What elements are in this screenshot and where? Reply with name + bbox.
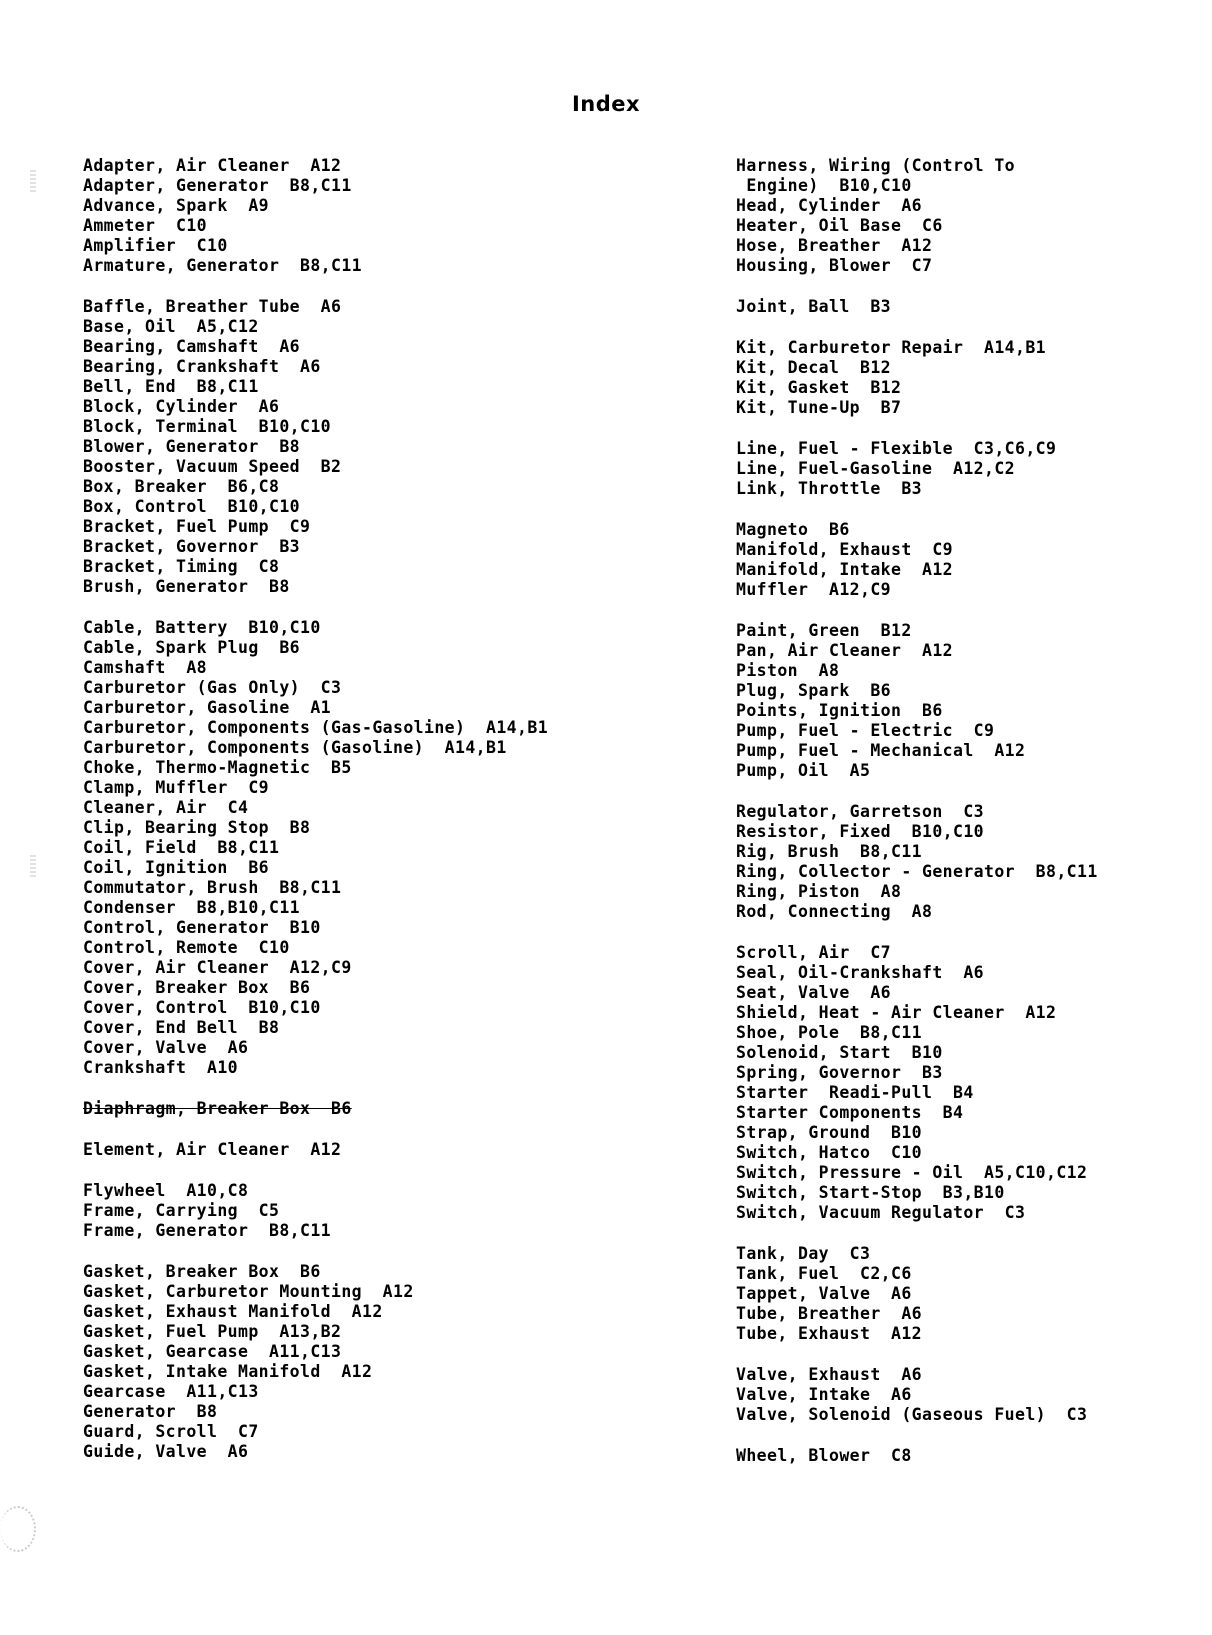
index-entry: Clamp, Muffler C9 [83, 778, 270, 797]
index-entry: Starter Readi-Pull B4 [736, 1083, 974, 1102]
index-entry: Flywheel A10,C8 [83, 1181, 249, 1200]
index-entry: Manifold, Intake A12 [736, 560, 954, 579]
index-entry: Valve, Intake A6 [736, 1385, 912, 1404]
index-entry: Gasket, Gearcase A11,C13 [83, 1342, 342, 1361]
page-title: Index [571, 92, 641, 116]
index-group [736, 1365, 1098, 1425]
index-entry: Seat, Valve A6 [736, 983, 892, 1002]
index-entry: Switch, Vacuum Regulator C3 [736, 1203, 1026, 1222]
index-entry: Bearing, Camshaft A6 [83, 337, 301, 356]
index-group [736, 1446, 1098, 1466]
index-entry: Line, Fuel - Flexible C3,C6,C9 [736, 439, 1057, 458]
index-entry: Regulator, Garretson C3 [736, 802, 985, 821]
index-entry: Bracket, Fuel Pump C9 [83, 517, 311, 536]
index-entry: Kit, Tune-Up B7 [736, 398, 902, 417]
index-entry: Kit, Decal B12 [736, 358, 892, 377]
index-entry: Heater, Oil Base C6 [736, 216, 943, 235]
index-group [736, 338, 1098, 418]
index-entry: Strap, Ground B10 [736, 1123, 923, 1142]
index-entry: Camshaft A8 [83, 658, 208, 677]
index-entry: Generator B8 [83, 1402, 218, 1421]
index-entry: Gasket, Carburetor Mounting A12 [83, 1282, 414, 1301]
index-entry: Rig, Brush B8,C11 [736, 842, 923, 861]
index-entry: Armature, Generator B8,C11 [83, 256, 363, 275]
index-entry: Element, Air Cleaner A12 [83, 1140, 342, 1159]
index-entry: Switch, Hatco C10 [736, 1143, 923, 1162]
index-entry: Condenser B8,B10,C11 [83, 898, 301, 917]
index-entry: Hose, Breather A12 [736, 236, 933, 255]
index-entry: Pump, Oil A5 [736, 761, 871, 780]
index-group [83, 1140, 548, 1160]
index-entry: Cable, Spark Plug B6 [83, 638, 301, 657]
index-entry: Ring, Collector - Generator B8,C11 [736, 862, 1098, 881]
index-entry: Gasket, Intake Manifold A12 [83, 1362, 373, 1381]
index-entry: Diaphragm, Breaker Box B6 [83, 1099, 352, 1118]
index-entry: Brush, Generator B8 [83, 577, 290, 596]
index-entry: Control, Generator B10 [83, 918, 321, 937]
index-entry: Plug, Spark B6 [736, 681, 892, 700]
index-entry: Joint, Ball B3 [736, 297, 892, 316]
index-entry: Gasket, Fuel Pump A13,B2 [83, 1322, 342, 1341]
index-entry: Cover, Control B10,C10 [83, 998, 321, 1017]
index-entry: Frame, Carrying C5 [83, 1201, 280, 1220]
index-group [83, 1181, 548, 1241]
index-entry: Valve, Exhaust A6 [736, 1365, 923, 1384]
index-entry: Head, Cylinder A6 [736, 196, 923, 215]
index-entry: Choke, Thermo-Magnetic B5 [83, 758, 352, 777]
index-entry: Box, Breaker B6,C8 [83, 477, 280, 496]
index-entry: Switch, Pressure - Oil A5,C10,C12 [736, 1163, 1088, 1182]
index-group [736, 156, 1098, 276]
index-entry: Manifold, Exhaust C9 [736, 540, 954, 559]
index-entry: Pan, Air Cleaner A12 [736, 641, 954, 660]
index-entry: Valve, Solenoid (Gaseous Fuel) C3 [736, 1405, 1088, 1424]
index-entry: Cleaner, Air C4 [83, 798, 249, 817]
index-entry: Block, Terminal B10,C10 [83, 417, 332, 436]
index-entry: Base, Oil A5,C12 [83, 317, 259, 336]
index-group [736, 621, 1098, 781]
index-entry: Kit, Gasket B12 [736, 378, 902, 397]
index-entry: Carburetor, Gasoline A1 [83, 698, 332, 717]
index-entry: Shield, Heat - Air Cleaner A12 [736, 1003, 1057, 1022]
index-entry: Coil, Field B8,C11 [83, 838, 280, 857]
index-entry: Guard, Scroll C7 [83, 1422, 259, 1441]
index-entry: Advance, Spark A9 [83, 196, 270, 215]
index-entry: Muffler A12,C9 [736, 580, 892, 599]
index-entry: Kit, Carburetor Repair A14,B1 [736, 338, 1047, 357]
index-entry: Tappet, Valve A6 [736, 1284, 912, 1303]
index-entry: Paint, Green B12 [736, 621, 912, 640]
index-group [83, 618, 548, 1078]
index-entry: Booster, Vacuum Speed B2 [83, 457, 342, 476]
index-entry: Guide, Valve A6 [83, 1442, 249, 1461]
index-entry: Tube, Exhaust A12 [736, 1324, 923, 1343]
index-entry: Gasket, Exhaust Manifold A12 [83, 1302, 383, 1321]
index-group [83, 1262, 548, 1462]
index-entry: Housing, Blower C7 [736, 256, 933, 275]
index-group [83, 297, 548, 597]
index-entry: Adapter, Air Cleaner A12 [83, 156, 342, 175]
index-group [736, 943, 1098, 1223]
index-group [736, 1244, 1098, 1344]
index-entry: Starter Components B4 [736, 1103, 964, 1122]
index-entry: Bracket, Governor B3 [83, 537, 301, 556]
index-entry: Gasket, Breaker Box B6 [83, 1262, 321, 1281]
index-entry: Line, Fuel-Gasoline A12,C2 [736, 459, 1016, 478]
index-entry: Crankshaft A10 [83, 1058, 239, 1077]
index-entry: Switch, Start-Stop B3,B10 [736, 1183, 1005, 1202]
index-entry: Scroll, Air C7 [736, 943, 892, 962]
index-entry: Engine) B10,C10 [736, 176, 912, 195]
index-entry: Gearcase A11,C13 [83, 1382, 259, 1401]
index-group [736, 439, 1098, 499]
index-entry: Bracket, Timing C8 [83, 557, 280, 576]
index-entry: Adapter, Generator B8,C11 [83, 176, 352, 195]
index-entry: Tank, Fuel C2,C6 [736, 1264, 912, 1283]
index-entry: Control, Remote C10 [83, 938, 290, 957]
index-entry: Cover, Breaker Box B6 [83, 978, 311, 997]
index-entry: Piston A8 [736, 661, 840, 680]
index-entry: Ring, Piston A8 [736, 882, 902, 901]
index-entry: Clip, Bearing Stop B8 [83, 818, 311, 837]
index-entry: Commutator, Brush B8,C11 [83, 878, 342, 897]
index-entry: Tank, Day C3 [736, 1244, 871, 1263]
index-entry: Ammeter C10 [83, 216, 208, 235]
index-entry: Pump, Fuel - Electric C9 [736, 721, 995, 740]
index-entry: Resistor, Fixed B10,C10 [736, 822, 985, 841]
index-entry: Shoe, Pole B8,C11 [736, 1023, 923, 1042]
index-group [736, 297, 1098, 317]
index-entry: Magneto B6 [736, 520, 850, 539]
index-entry: Harness, Wiring (Control To [736, 156, 1016, 175]
index-group [736, 802, 1098, 922]
index-entry: Rod, Connecting A8 [736, 902, 933, 921]
scan-artifact [30, 855, 36, 877]
index-entry: Baffle, Breather Tube A6 [83, 297, 342, 316]
index-group [83, 1099, 548, 1119]
index-entry: Cable, Battery B10,C10 [83, 618, 321, 637]
index-entry: Bell, End B8,C11 [83, 377, 259, 396]
index-entry: Carburetor (Gas Only) C3 [83, 678, 342, 697]
index-entry: Cover, End Bell B8 [83, 1018, 280, 1037]
index-entry: Box, Control B10,C10 [83, 497, 301, 516]
index-entry: Wheel, Blower C8 [736, 1446, 912, 1465]
index-entry: Points, Ignition B6 [736, 701, 943, 720]
index-entry: Block, Cylinder A6 [83, 397, 280, 416]
index-entry: Cover, Valve A6 [83, 1038, 249, 1057]
index-column-right [736, 156, 1098, 1487]
index-entry: Bearing, Crankshaft A6 [83, 357, 321, 376]
index-entry: Seal, Oil-Crankshaft A6 [736, 963, 985, 982]
index-entry: Cover, Air Cleaner A12,C9 [83, 958, 352, 977]
index-entry: Pump, Fuel - Mechanical A12 [736, 741, 1026, 760]
index-entry: Tube, Breather A6 [736, 1304, 923, 1323]
index-entry: Spring, Governor B3 [736, 1063, 943, 1082]
index-entry: Coil, Ignition B6 [83, 858, 270, 877]
index-entry: Solenoid, Start B10 [736, 1043, 943, 1062]
index-entry: Link, Throttle B3 [736, 479, 923, 498]
index-group [736, 520, 1098, 600]
index-entry: Carburetor, Components (Gas-Gasoline) A14,B1 [83, 718, 549, 737]
scan-artifact [30, 170, 36, 192]
index-entry: Blower, Generator B8 [83, 437, 301, 456]
index-column-left [83, 156, 548, 1483]
index-group [83, 156, 548, 276]
index-entry: Carburetor, Components (Gasoline) A14,B1 [83, 738, 507, 757]
index-entry: Amplifier C10 [83, 236, 228, 255]
index-entry: Frame, Generator B8,C11 [83, 1221, 332, 1240]
punch-hole-mark [0, 1506, 36, 1552]
